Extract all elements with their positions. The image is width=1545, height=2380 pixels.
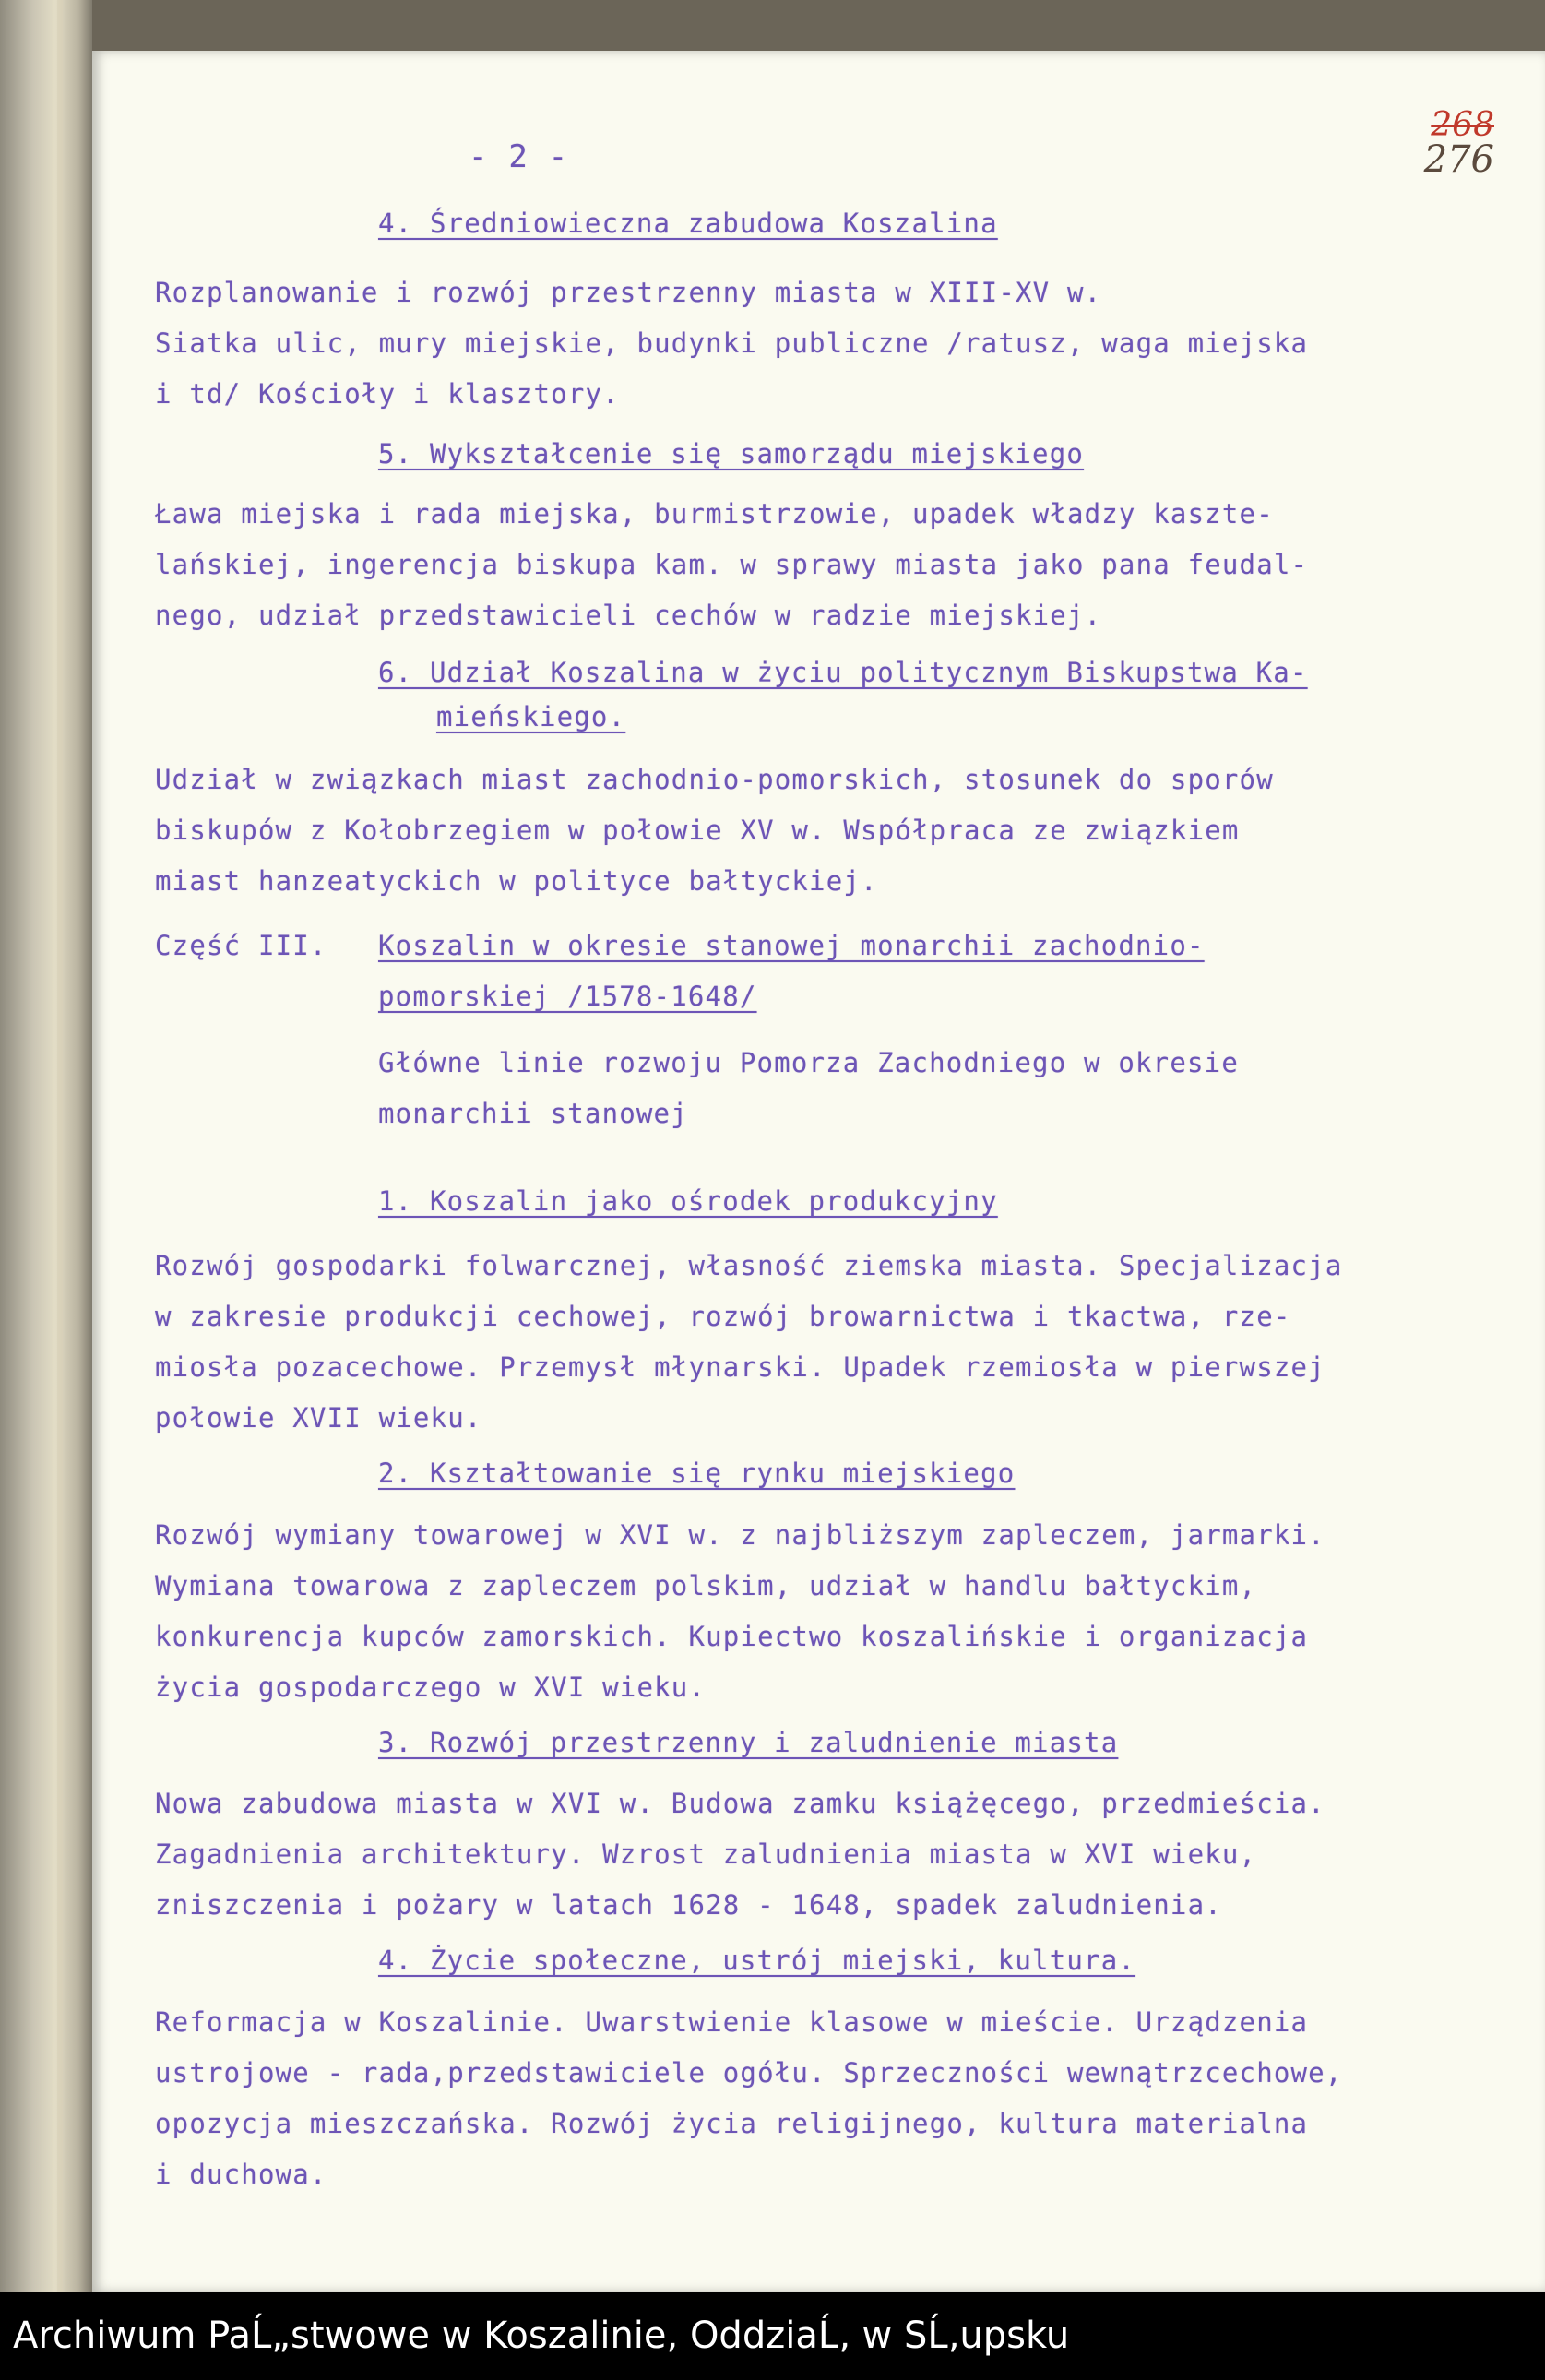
text-line: zniszczenia i pożary w latach 1628 - 1648, spadek zaludnienia.	[155, 1889, 1222, 1921]
archive-page-number	[1424, 106, 1494, 181]
text-line: nego, udział przedstawicieli cechów w radzie miejskiej.	[155, 600, 1102, 631]
text-line: Nowa zabudowa miasta w XVI w. Budowa zamku książęcego, przedmieścia.	[155, 1788, 1325, 1819]
section-heading: 4. Średniowieczna zabudowa Koszalina	[378, 208, 998, 239]
page-number: - 2 -	[469, 138, 569, 175]
text-line: miast hanzeatyckich w polityce bałtyckiej.	[155, 865, 878, 897]
section-heading: 6. Udział Koszalina w życiu politycznym Biskupstwa Ka-	[378, 657, 1308, 688]
text-line: w zakresie produkcji cechowej, rozwój browarnictwa i tkactwa, rze-	[155, 1301, 1291, 1332]
book-binding	[0, 0, 92, 2292]
text-line: połowie XVII wieku.	[155, 1402, 482, 1434]
current-number: 276	[1423, 138, 1494, 181]
text-line: monarchii stanowej	[378, 1098, 688, 1129]
text-line: Rozwój gospodarki folwarcznej, własność ziemska miasta. Specjalizacja	[155, 1250, 1343, 1281]
text-line: Rozwój wymiany towarowej w XVI w. z najbliższym zapleczem, jarmarki.	[155, 1519, 1325, 1551]
text-line: Główne linie rozwoju Pomorza Zachodniego w okresie	[378, 1047, 1239, 1078]
text-line: Reformacja w Koszalinie. Uwarstwienie klasowe w mieście. Urządzenia	[155, 2006, 1309, 2038]
section-heading: pomorskiej /1578-1648/	[378, 981, 757, 1012]
text-line: konkurencja kupców zamorskich. Kupiectwo koszalińskie i organizacja	[155, 1621, 1309, 1652]
document-page	[92, 51, 1545, 2292]
section-heading: 4. Życie społeczne, ustrój miejski, kultura.	[378, 1945, 1136, 1976]
text-line: Wymiana towarowa z zapleczem polskim, udział w handlu bałtyckim,	[155, 1570, 1257, 1601]
text-line: miosła pozacechowe. Przemysł młynarski. Upadek rzemiosła w pierwszej	[155, 1351, 1325, 1383]
text-line: Ława miejska i rada miejska, burmistrzowie, upadek władzy kaszte-	[155, 498, 1274, 530]
text-line: Rozplanowanie i rozwój przestrzenny miasta w XIII-XV w.	[155, 277, 1102, 308]
text-line: i duchowa.	[155, 2159, 327, 2190]
text-line: ustrojowe - rada,przedstawiciele ogółu. Sprzeczności wewnątrzcechowe,	[155, 2057, 1343, 2088]
text-line: Udział w związkach miast zachodnio-pomorskich, stosunek do sporów	[155, 764, 1274, 795]
text-line: biskupów z Kołobrzegiem w połowie XV w. Współpraca ze związkiem	[155, 815, 1240, 846]
section-heading: 1. Koszalin jako ośrodek produkcyjny	[378, 1185, 998, 1217]
text-line: Zagadnienia architektury. Wzrost zaludnienia miasta w XVI wieku,	[155, 1839, 1257, 1870]
section-heading: mieńskiego.	[436, 701, 626, 732]
text-line: lańskiej, ingerencja biskupa kam. w sprawy miasta jako pana feudal-	[155, 549, 1309, 580]
text-line: Siatka ulic, mury miejskie, budynki publiczne /ratusz, waga miejska	[155, 327, 1309, 359]
part-label: Część III.	[155, 930, 327, 961]
binding-edge	[57, 0, 63, 2292]
crossed-out-number: 268	[1431, 106, 1494, 144]
section-heading: 3. Rozwój przestrzenny i zaludnienie miasta	[378, 1727, 1119, 1758]
text-line: i td/ Kościoły i klasztory.	[155, 378, 620, 410]
text-line: życia gospodarczego w XVI wieku.	[155, 1672, 707, 1703]
section-heading: 5. Wykształcenie się samorządu miejskiego	[378, 438, 1085, 470]
section-heading: 2. Kształtowanie się rynku miejskiego	[378, 1458, 1016, 1489]
archive-footer: Archiwum PaĹ„stwowe w Koszalinie, OddziaĹ‚ w SĹ‚upsku	[0, 2292, 1545, 2380]
text-line: opozycja mieszczańska. Rozwój życia religijnego, kultura materialna	[155, 2108, 1309, 2139]
section-heading: Koszalin w okresie stanowej monarchii zachodnio-	[378, 930, 1205, 961]
